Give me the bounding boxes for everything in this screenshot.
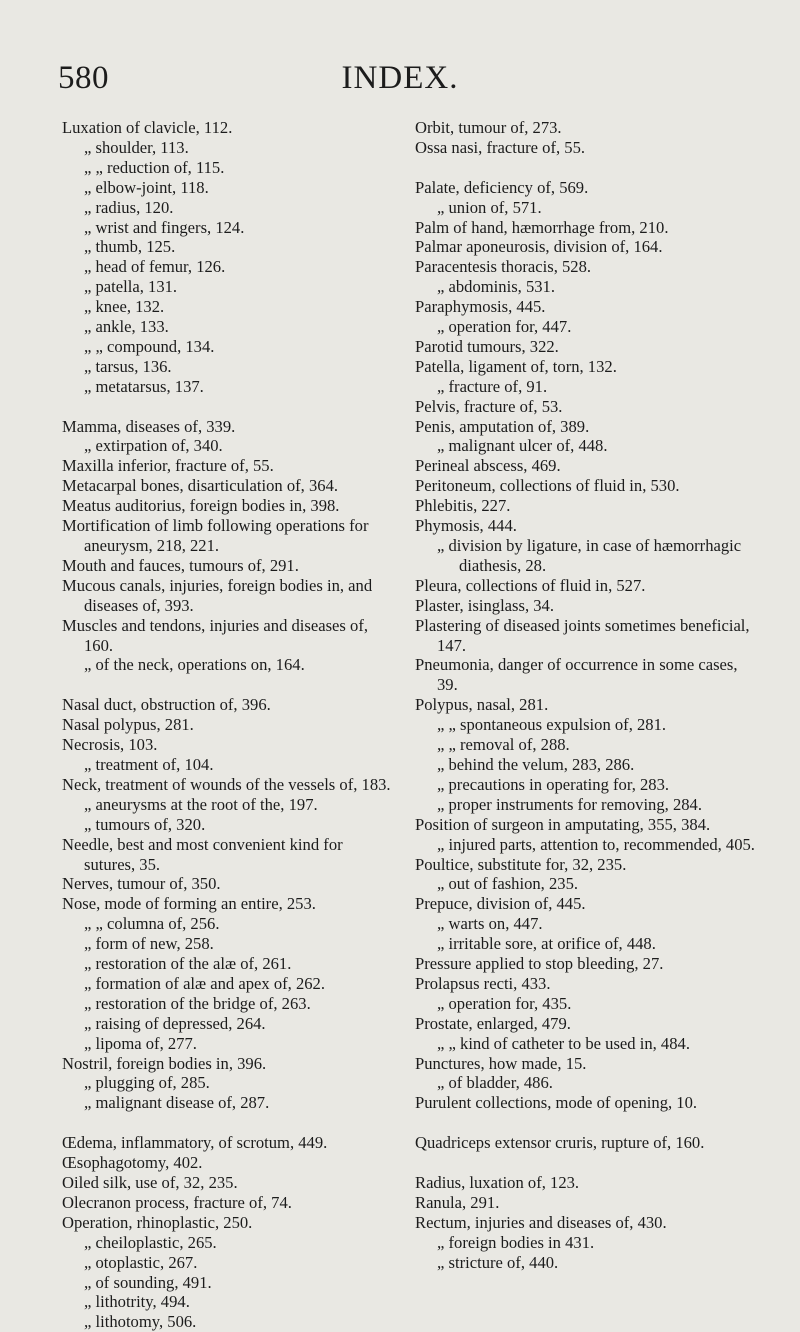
index-entry: Penis, amputation of, 389. <box>415 416 590 436</box>
index-entry: Pneumonia, danger of occurrence in some cases, 39. <box>415 655 738 695</box>
index-entry: „ of the neck, operations on, 164. <box>84 655 305 675</box>
index-entry: „ „ compound, 134. <box>84 336 215 356</box>
index-entry: Paraphymosis, 445. <box>415 297 546 317</box>
index-entry: Nostril, foreign bodies in, 396. <box>62 1053 267 1073</box>
index-entry: Œsophagotomy, 402. <box>62 1153 203 1173</box>
index-entry: Pressure applied to stop bleeding, 27. <box>415 954 664 974</box>
index-entry: Mucous canals, injuries, foreign bodies in, and diseases of, 393. <box>62 575 373 615</box>
index-entry: Perineal abscess, 469. <box>415 456 561 476</box>
index-entry: „ out of fashion, 235. <box>437 874 579 894</box>
index-entry: „ warts on, 447. <box>437 914 543 934</box>
index-entry: „ abdominis, 531. <box>437 277 555 297</box>
index-entry: „ patella, 131. <box>84 277 178 297</box>
index-entry: „ „ removal of, 288. <box>437 735 570 755</box>
index-entry: „ precautions in operating for, 283. <box>437 774 670 794</box>
index-entry: Plaster, isinglass, 34. <box>415 595 554 615</box>
index-entry: „ injured parts, attention to, recommended, 405. <box>437 834 755 854</box>
running-head: INDEX. <box>341 60 459 96</box>
index-entry: „ knee, 132. <box>84 297 165 317</box>
index-entry: Maxilla inferior, fracture of, 55. <box>62 456 274 476</box>
index-entry: Phlebitis, 227. <box>415 496 511 516</box>
index-entry: „ treatment of, 104. <box>84 754 214 774</box>
index-entry: Punctures, how made, 15. <box>415 1053 587 1073</box>
index-entry: „ „ columna of, 256. <box>84 914 220 934</box>
index-entry: Neck, treatment of wounds of the vessels of, 183. <box>62 774 391 794</box>
index-entry: „ „ reduction of, 115. <box>84 157 225 177</box>
index-entry: Nasal duct, obstruction of, 396. <box>62 695 271 715</box>
section-gap <box>415 1153 755 1173</box>
index-entry: Prolapsus recti, 433. <box>415 973 551 993</box>
index-entry: Palmar aponeurosis, division of, 164. <box>415 237 663 257</box>
index-entry: „ extirpation of, 340. <box>84 436 223 456</box>
index-entry: Mamma, diseases of, 339. <box>62 416 236 436</box>
index-entry: Pelvis, fracture of, 53. <box>415 396 563 416</box>
index-entry: „ malignant ulcer of, 448. <box>437 436 608 456</box>
index-entry: Prepuce, division of, 445. <box>415 894 586 914</box>
index-entry: „ malignant disease of, 287. <box>84 1093 270 1113</box>
index-entry: „ raising of depressed, 264. <box>84 1013 266 1033</box>
index-entry: Nerves, tumour of, 350. <box>62 874 221 894</box>
index-entry: „ behind the velum, 283, 286. <box>437 754 635 774</box>
index-column-left <box>62 118 397 1332</box>
index-column-right <box>415 118 755 1273</box>
index-entry: „ head of femur, 126. <box>84 257 226 277</box>
index-entry: Muscles and tendons, injuries and diseases of, 160. <box>62 615 369 655</box>
index-entry: „ irritable sore, at orifice of, 448. <box>437 934 656 954</box>
index-entry: Ranula, 291. <box>415 1192 500 1212</box>
index-entry: Orbit, tumour of, 273. <box>415 118 562 137</box>
index-entry: Operation, rhinoplastic, 250. <box>62 1212 253 1232</box>
index-entry: „ of sounding, 491. <box>84 1272 212 1292</box>
index-entry: „ restoration of the bridge of, 263. <box>84 993 311 1013</box>
page-header <box>0 60 800 100</box>
section-gap <box>62 397 397 417</box>
index-entry: „ restoration of the alæ of, 261. <box>84 954 292 974</box>
index-entry: „ tumours of, 320. <box>84 814 206 834</box>
index-entry: Prostate, enlarged, 479. <box>415 1013 571 1033</box>
index-entry: Œdema, inflammatory, of scrotum, 449. <box>62 1133 328 1153</box>
index-entry: „ division by ligature, in case of hæmorrhagic diathesis, 28. <box>437 536 742 575</box>
index-entry: „ thumb, 125. <box>84 237 176 257</box>
index-entry: „ tarsus, 136. <box>84 356 172 376</box>
index-entry: „ form of new, 258. <box>84 934 214 954</box>
index-entry: „ shoulder, 113. <box>84 137 189 157</box>
index-entry: Luxation of clavicle, 112. <box>62 118 233 137</box>
index-entry: „ elbow-joint, 118. <box>84 177 209 197</box>
index-entry: „ proper instruments for removing, 284. <box>437 794 702 814</box>
index-entry: Needle, best and most convenient kind for sutures, 35. <box>62 834 343 874</box>
index-entry: Olecranon process, fracture of, 74. <box>62 1192 292 1212</box>
section-gap <box>62 675 397 695</box>
index-entry: Palm of hand, hæmorrhage from, 210. <box>415 217 669 237</box>
index-entry: Pleura, collections of fluid in, 527. <box>415 575 646 595</box>
section-gap <box>62 1113 397 1133</box>
index-entry: „ operation for, 435. <box>437 993 572 1013</box>
index-entry: Palate, deficiency of, 569. <box>415 177 589 197</box>
index-entry: „ lipoma of, 277. <box>84 1033 197 1053</box>
index-entry: „ lithotrity, 494. <box>84 1292 190 1312</box>
index-entry: „ plugging of, 285. <box>84 1073 210 1093</box>
index-entry: „ wrist and fingers, 124. <box>84 217 245 237</box>
index-entry: Mouth and fauces, tumours of, 291. <box>62 555 299 575</box>
index-entry: „ metatarsus, 137. <box>84 376 204 396</box>
index-entry: Polypus, nasal, 281. <box>415 695 549 715</box>
index-entry: „ ankle, 133. <box>84 317 169 337</box>
index-entry: „ lithotomy, 506. <box>84 1312 197 1332</box>
index-entry: Purulent collections, mode of opening, 10. <box>415 1093 698 1113</box>
index-entry: „ „ spontaneous expulsion of, 281. <box>437 715 667 735</box>
index-entry: Necrosis, 103. <box>62 735 158 755</box>
index-entry: „ formation of alæ and apex of, 262. <box>84 973 325 993</box>
index-entry: Phymosis, 444. <box>415 516 517 536</box>
index-entry: Rectum, injuries and diseases of, 430. <box>415 1212 667 1232</box>
index-entry: „ cheiloplastic, 265. <box>84 1232 217 1252</box>
index-entry: Paracentesis thoracis, 528. <box>415 257 592 277</box>
index-entry: Mortification of limb following operations for aneurysm, 218, 221. <box>62 516 369 556</box>
index-entry: „ of bladder, 486. <box>437 1073 553 1093</box>
index-entry: Oiled silk, use of, 32, 235. <box>62 1172 238 1192</box>
index-entry: „ aneurysms at the root of the, 197. <box>84 794 318 814</box>
section-gap <box>415 1113 755 1133</box>
index-entry: Metacarpal bones, disarticulation of, 364. <box>62 476 339 496</box>
index-entry: Quadriceps extensor cruris, rupture of, 160. <box>415 1133 705 1153</box>
index-entry: „ union of, 571. <box>437 197 542 217</box>
index-entry: „ radius, 120. <box>84 197 174 217</box>
index-entry: Poultice, substitute for, 32, 235. <box>415 854 627 874</box>
index-entry: Parotid tumours, 322. <box>415 336 559 356</box>
index-entry: Meatus auditorius, foreign bodies in, 398. <box>62 496 340 516</box>
index-entry: Patella, ligament of, torn, 132. <box>415 356 617 376</box>
index-entry: Nasal polypus, 281. <box>62 715 194 735</box>
index-entry: „ stricture of, 440. <box>437 1252 559 1272</box>
index-entry: Nose, mode of forming an entire, 253. <box>62 894 316 914</box>
section-gap <box>415 158 755 178</box>
index-entry: Ossa nasi, fracture of, 55. <box>415 137 586 157</box>
page-number: 580 <box>58 60 109 96</box>
index-entry: Position of surgeon in amputating, 355, 384. <box>415 814 711 834</box>
index-entry: „ foreign bodies in 431. <box>437 1232 595 1252</box>
index-entry: Plastering of diseased joints sometimes beneficial, 147. <box>415 615 750 655</box>
index-entry: Radius, luxation of, 123. <box>415 1172 580 1192</box>
index-entry: „ otoplastic, 267. <box>84 1252 198 1272</box>
index-entry: „ operation for, 447. <box>437 317 572 337</box>
index-entry: „ fracture of, 91. <box>437 376 548 396</box>
index-entry: „ „ kind of catheter to be used in, 484. <box>437 1033 690 1053</box>
index-entry: Peritoneum, collections of fluid in, 530. <box>415 476 680 496</box>
